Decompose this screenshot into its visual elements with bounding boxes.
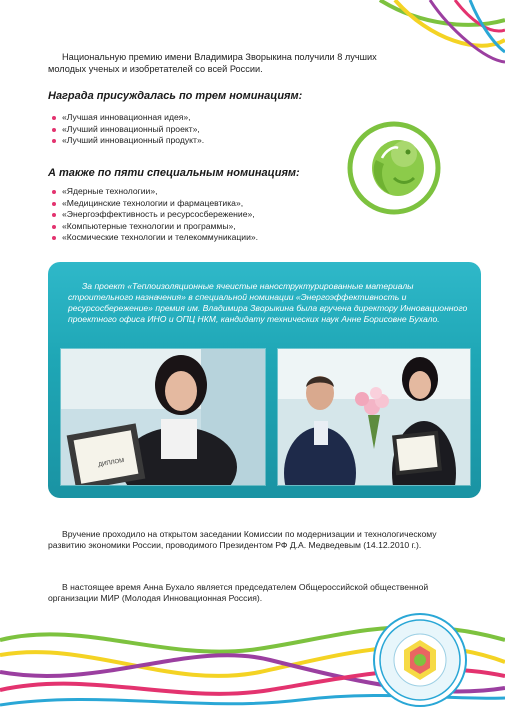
photo-laureate-with-diploma <box>60 348 266 486</box>
list-item: «Лучший инновационный проект», <box>48 124 204 136</box>
list-item: «Космические технологии и телекоммуникации». <box>48 232 258 244</box>
ribbon-top-blue <box>470 0 505 52</box>
university-badge-logo <box>372 612 468 708</box>
ceremony-paragraph: Вручение проходило на открытом заседании Комиссии по модернизации и технологическому развитию экономики России, проводимого Президентом РФ Д.А. Медведевым (14.12.2010 г.). <box>48 528 437 550</box>
section1-title: Награда присуждалась по трем номинациям: <box>48 90 303 102</box>
ribbon-top-purple <box>430 0 505 62</box>
ribbon-top-yellow <box>395 0 505 46</box>
ribbon-top-green <box>380 0 505 25</box>
section2-list <box>48 186 258 244</box>
section1-list <box>48 112 204 147</box>
list-item: «Ядерные технологии», <box>48 186 258 198</box>
intro-text: Национальную премию имени Владимира Зворыкина получили 8 лучших молодых ученых и изобретателей со всей России. <box>48 52 377 75</box>
photo-award-ceremony <box>277 348 471 486</box>
list-item: «Медицинские технологии и фармацевтика», <box>48 198 258 210</box>
list-item: «Лучшая инновационная идея», <box>48 112 204 124</box>
ribbon-top-pink <box>455 0 505 31</box>
section2-title: А также по пяти специальным номинациям: <box>48 167 300 179</box>
list-item: «Энергоэффективность и ресурсосбережение», <box>48 209 258 221</box>
list-item: «Лучший инновационный продукт». <box>48 135 204 147</box>
embryo-emblem-icon <box>346 120 442 216</box>
award-panel-text: За проект «Теплоизоляционные ячеистые наноструктурированные материалы строительного назначения» в специальной номинации «Энергоэффективность и ресурсосбережение» премия им. Владимира Зворыкина была вручена директору Инновационного проектного офиса ИНО и ОПЦ НКМ, кандидату технических наук Анне Борисовне Бухало. <box>68 280 468 325</box>
diploma-label: ДИПЛОМ <box>97 457 125 469</box>
current-role-paragraph: В настоящее время Анна Бухало является председателем Общероссийской общественной организации МИР (Молодая Инновационная Россия). <box>48 581 429 603</box>
list-item: «Компьютерные технологии и программы», <box>48 221 258 233</box>
